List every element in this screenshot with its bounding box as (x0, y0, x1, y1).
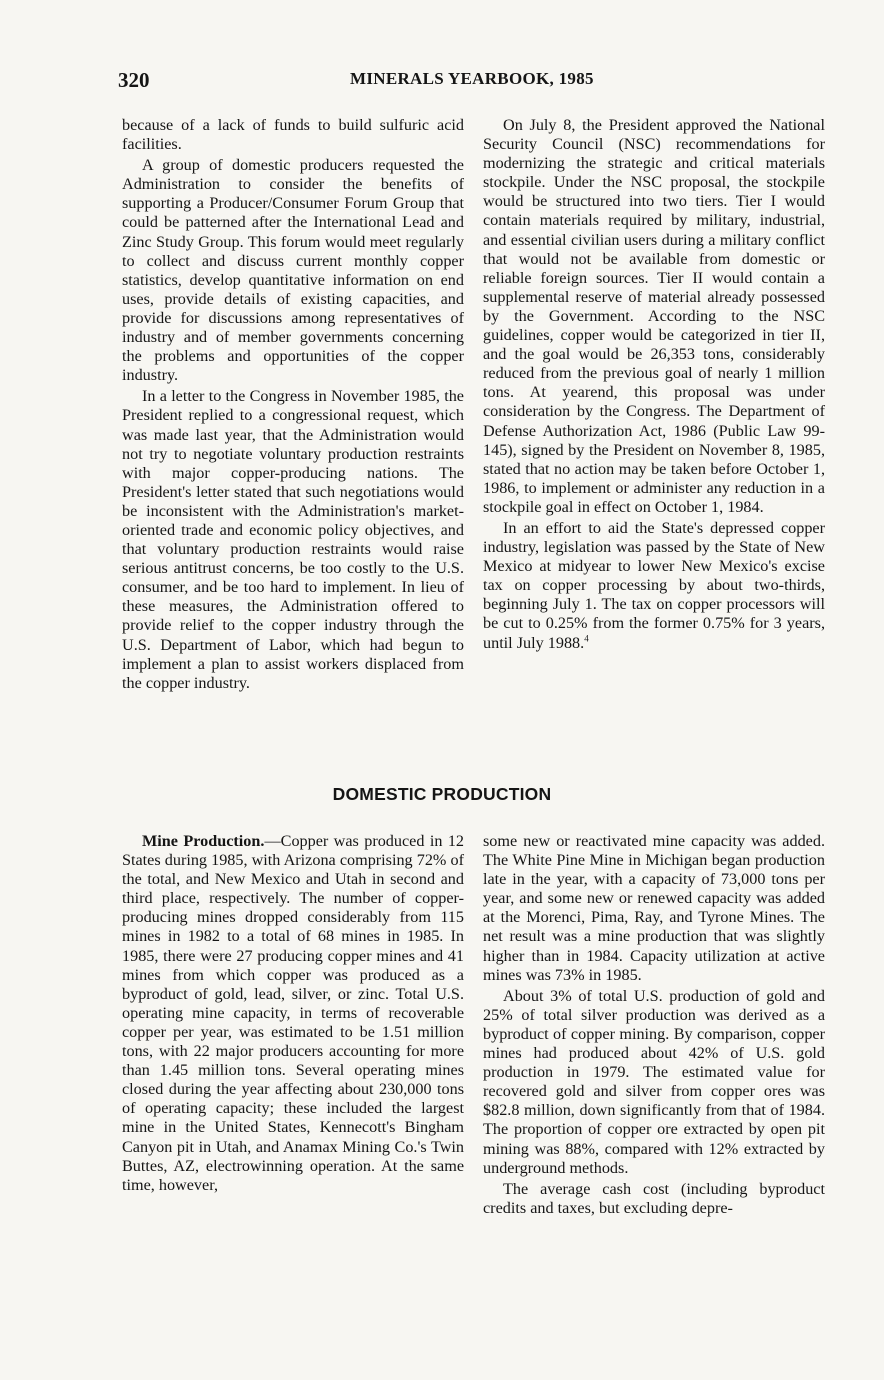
paragraph: A group of domestic producers requested the Administration to consider the benefits of supporting a Producer/Consumer Forum Group that could be patterned after the International Lead and Zinc Study Group. This forum would meet regularly to collect and discuss current monthly copper statistics, develop quantitative information on end uses, provide details of existing capacities, and provide for discussions among representatives of industry and of member governments concerning the problems and opportunities of the copper industry. (122, 156, 464, 385)
column-top-right (483, 116, 825, 653)
footnote-marker: 4 (584, 633, 589, 644)
paragraph (122, 832, 464, 1195)
run-in-heading: Mine Production. (142, 832, 265, 850)
paragraph: In a letter to the Congress in November 1985, the President replied to a congressional request, which was made last year, that the Administration would not try to negotiate voluntary production restraints with major copper-producing nations. The President's letter stated that such negotiations would be inconsistent with the Administration's market-oriented trade and economic policy objectives, and that voluntary production restraints would raise serious antitrust concerns, be too costly to the U.S. consumer, and be too hard to implement. In lieu of these measures, the Administration offered to provide relief to the copper industry through the U.S. Department of Labor, which had begun to implement a plan to assist workers displaced from the copper industry. (122, 387, 464, 692)
paragraph: About 3% of total U.S. production of gold and 25% of total silver production was derived as a byproduct of copper mining. By comparison, copper mines had produced about 42% of U.S. gold production in 1979. The estimated value for recovered gold and silver from copper ores was $82.8 million, down significantly from that of 1984. The proportion of copper ore extracted by open pit mining was 88%, compared with 12% extracted by underground methods. (483, 986, 825, 1177)
paragraph: because of a lack of funds to build sulfuric acid facilities. (122, 116, 464, 154)
paragraph: The average cash cost (including byproduct credits and taxes, but excluding depre- (483, 1179, 825, 1217)
column-bottom-right (483, 832, 825, 1218)
column-bottom-left (122, 832, 464, 1195)
page-header (118, 68, 838, 96)
paragraph (483, 519, 825, 653)
running-title: MINERALS YEARBOOK, 1985 (350, 69, 594, 88)
paragraph-text: In an effort to aid the State's depressed copper industry, legislation was passed by the State of New Mexico at midyear to lower New Mexico's excise tax on copper processing by about two-thirds, beginning July 1. The tax on copper processors will be cut to 0.25% from the former 0.75% for 3 years, until July 1988. (483, 518, 825, 652)
section-heading: DOMESTIC PRODUCTION (332, 784, 552, 804)
column-top-left (122, 116, 464, 693)
paragraph-text: —Copper was produced in 12 States during 1985, with Arizona comprising 72% of the total, and New Mexico and Utah in second and third place, respectively. The number of copper-producing mines dropped considerably from 115 mines in 1982 to a total of 68 mines in 1985. In 1985, there were 27 producing copper mines and 41 mines from which copper was produced as a byproduct of gold, lead, silver, or zinc. Total U.S. operating mine capacity, in terms of recoverable copper per year, was estimated to be 1.51 million tons, with 22 major producers accounting for more than 1.45 million tons. Several operating mines closed during the year affecting about 230,000 tons of operating capacity; these included the largest mine in the United States, Kennecott's Bingham Canyon pit in Utah, and Anamax Mining Co.'s Twin Buttes, AZ, electrowinning operation. At the same time, however, (122, 832, 465, 1194)
paragraph: some new or reactivated mine capacity was added. The White Pine Mine in Michigan began production late in the year, with a capacity of 73,000 tons per year, and some new or renewed capacity was added at the Morenci, Pima, Ray, and Tyrone Mines. The net result was a mine production that was slightly higher than in 1984. Capacity utilization at active mines was 73% in 1985. (483, 832, 825, 984)
page-number: 320 (118, 68, 150, 92)
paragraph: On July 8, the President approved the National Security Council (NSC) recommendations for modernizing the strategic and critical materials stockpile. Under the NSC proposal, the stockpile would be structured into two tiers. Tier I would contain materials required by military, industrial, and essential civilian users during a military conflict that would not be available from domestic or reliable foreign sources. Tier II would contain a supplemental reserve of material already possessed by the Government. According to the NSC guidelines, copper would be categorized in tier II, and the goal would be 26,353 tons, considerably reduced from the previous goal of nearly 1 million tons. At yearend, this proposal was under consideration by the Congress. The Department of Defense Authorization Act, 1986 (Public Law 99-145), signed by the President on November 8, 1985, stated that no action may be taken before October 1, 1986, to implement or administer any reduction in a stockpile goal in effect on October 1, 1984. (483, 116, 825, 516)
